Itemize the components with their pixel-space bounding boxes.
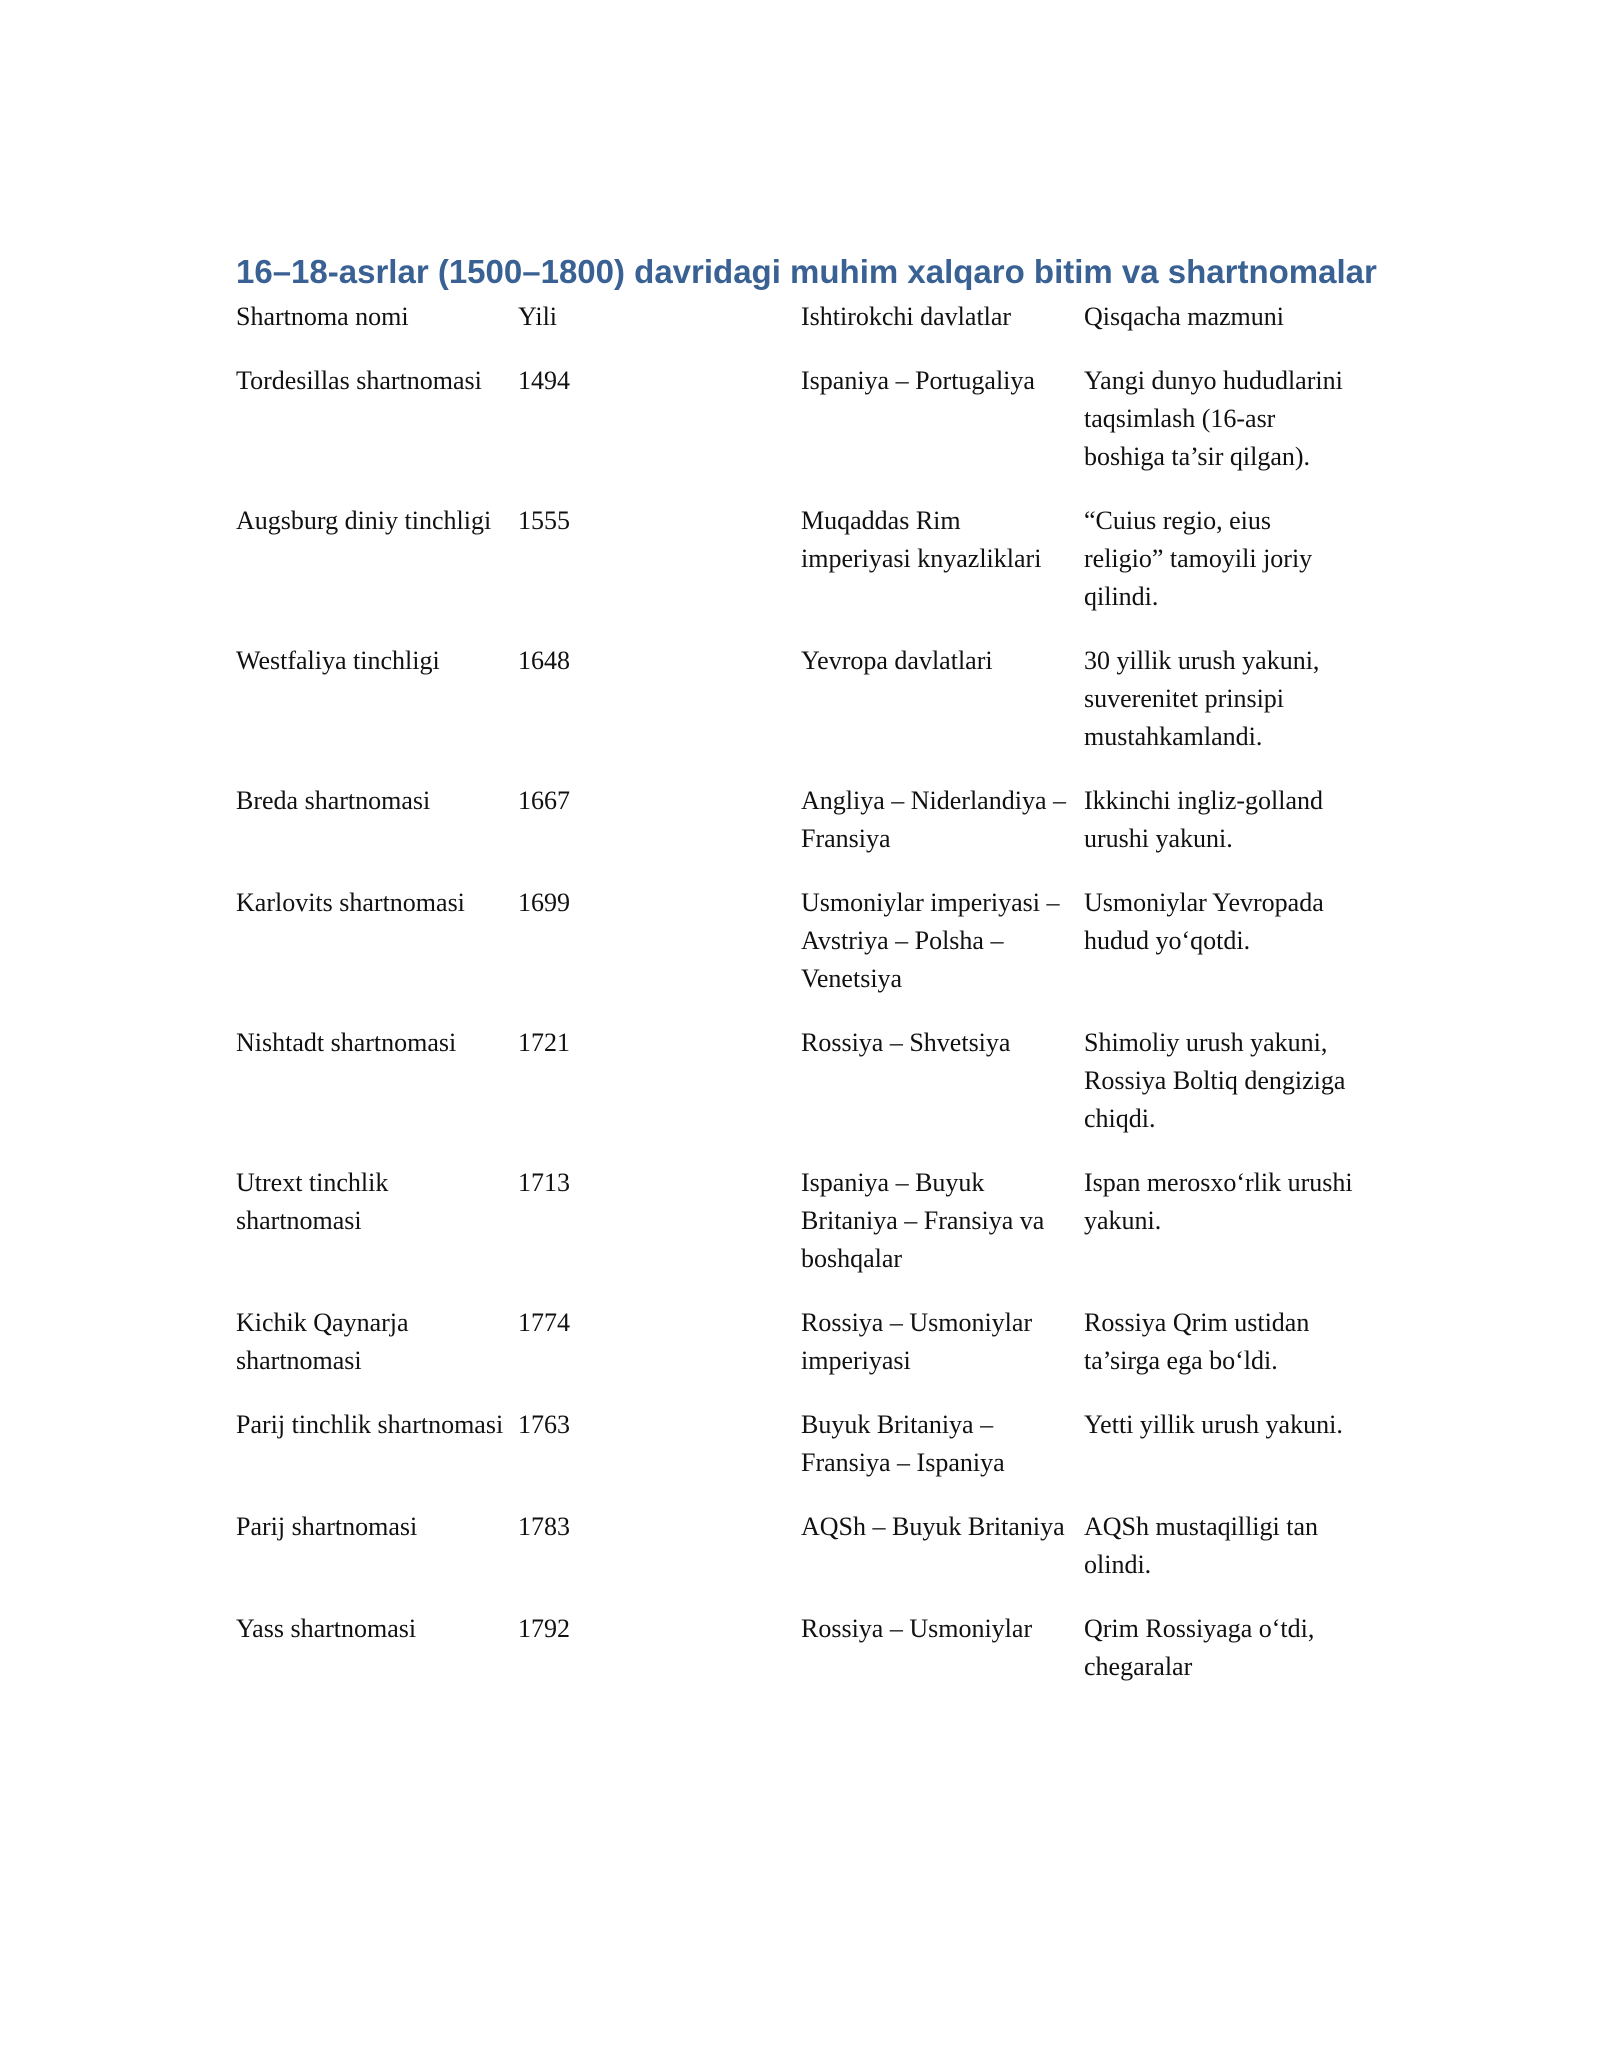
table-row bbox=[236, 1508, 1356, 1610]
cell-treaty-name: Utrext tinchlik shartnomasi bbox=[236, 1168, 389, 1235]
table-row bbox=[236, 1164, 1356, 1304]
cell-summary: Yetti yillik urush yakuni. bbox=[1084, 1410, 1343, 1439]
cell-year: 1494 bbox=[518, 366, 570, 395]
cell-treaty-name: Breda shartnomasi bbox=[236, 786, 431, 815]
table-row bbox=[236, 884, 1356, 1024]
cell-participants: Muqaddas Rim imperiyasi knyazliklari bbox=[801, 506, 1042, 573]
cell-year: 1713 bbox=[518, 1168, 570, 1197]
cell-treaty-name: Kichik Qaynarja shartnomasi bbox=[236, 1308, 409, 1375]
header-treaty-name: Shartnoma nomi bbox=[236, 302, 409, 331]
cell-year: 1774 bbox=[518, 1308, 570, 1337]
cell-treaty-name: Tordesillas shartnomasi bbox=[236, 366, 482, 395]
table-row bbox=[236, 1304, 1356, 1406]
cell-treaty-name: Augsburg diniy tinchligi bbox=[236, 506, 492, 535]
cell-summary: AQSh mustaqilligi tan olindi. bbox=[1084, 1512, 1318, 1579]
cell-summary: Ispan merosxo‘rlik urushi yakuni. bbox=[1084, 1168, 1353, 1235]
cell-participants: Rossiya – Shvetsiya bbox=[801, 1028, 1011, 1057]
cell-summary: Shimoliy urush yakuni, Rossiya Boltiq dengiziga chiqdi. bbox=[1084, 1028, 1346, 1133]
cell-participants: Yevropa davlatlari bbox=[801, 646, 993, 675]
cell-year: 1721 bbox=[518, 1028, 570, 1057]
table-row bbox=[236, 362, 1356, 502]
cell-participants: Angliya – Niderlandiya – Fransiya bbox=[801, 786, 1066, 853]
cell-year: 1648 bbox=[518, 646, 570, 675]
cell-summary: Qrim Rossiyaga o‘tdi, chegaralar bbox=[1084, 1614, 1315, 1681]
page-title: 16–18-asrlar (1500–1800) davridagi muhim xalqaro bitim va shartnomalar bbox=[236, 253, 1377, 290]
cell-year: 1555 bbox=[518, 506, 570, 535]
cell-participants: AQSh – Buyuk Britaniya bbox=[801, 1512, 1065, 1541]
cell-summary: Rossiya Qrim ustidan ta’sirga ega bo‘ldi. bbox=[1084, 1308, 1310, 1375]
treaties-table bbox=[236, 298, 1356, 1712]
cell-treaty-name: Westfaliya tinchligi bbox=[236, 646, 440, 675]
table-row bbox=[236, 1024, 1356, 1164]
cell-year: 1699 bbox=[518, 888, 570, 917]
cell-treaty-name: Parij tinchlik shartnomasi bbox=[236, 1410, 504, 1439]
cell-summary: Ikkinchi ingliz-golland urushi yakuni. bbox=[1084, 786, 1324, 853]
table-row bbox=[236, 1406, 1356, 1508]
cell-treaty-name: Yass shartnomasi bbox=[236, 1614, 417, 1643]
header-year: Yili bbox=[518, 302, 558, 331]
cell-year: 1792 bbox=[518, 1614, 570, 1643]
table-row bbox=[236, 1610, 1356, 1712]
table-row bbox=[236, 642, 1356, 782]
cell-treaty-name: Karlovits shartnomasi bbox=[236, 888, 465, 917]
header-summary: Qisqacha mazmuni bbox=[1084, 302, 1284, 331]
cell-participants: Rossiya – Usmoniylar imperiyasi bbox=[801, 1308, 1033, 1375]
cell-summary: 30 yillik urush yakuni, suverenitet prinsipi mustahkamlandi. bbox=[1084, 646, 1320, 751]
header-participants: Ishtirokchi davlatlar bbox=[801, 302, 1012, 331]
table-row bbox=[236, 502, 1356, 642]
table-header-row bbox=[236, 298, 1356, 362]
cell-participants: Ispaniya – Buyuk Britaniya – Fransiya va boshqalar bbox=[801, 1168, 1045, 1273]
table-row bbox=[236, 782, 1356, 884]
cell-year: 1763 bbox=[518, 1410, 570, 1439]
cell-year: 1783 bbox=[518, 1512, 570, 1541]
cell-treaty-name: Parij shartnomasi bbox=[236, 1512, 418, 1541]
cell-summary: Usmoniylar Yevropada hudud yo‘qotdi. bbox=[1084, 888, 1324, 955]
cell-treaty-name: Nishtadt shartnomasi bbox=[236, 1028, 457, 1057]
cell-participants: Buyuk Britaniya – Fransiya – Ispaniya bbox=[801, 1410, 1005, 1477]
cell-participants: Rossiya – Usmoniylar bbox=[801, 1614, 1033, 1643]
cell-summary: “Cuius regio, eius religio” tamoyili joriy qilindi. bbox=[1084, 506, 1313, 611]
cell-participants: Ispaniya – Portugaliya bbox=[801, 366, 1035, 395]
cell-year: 1667 bbox=[518, 786, 570, 815]
cell-participants: Usmoniylar imperiyasi – Avstriya – Polsha – Venetsiya bbox=[801, 888, 1060, 993]
cell-summary: Yangi dunyo hududlarini taqsimlash (16-asr boshiga ta’sir qilgan). bbox=[1084, 366, 1343, 471]
